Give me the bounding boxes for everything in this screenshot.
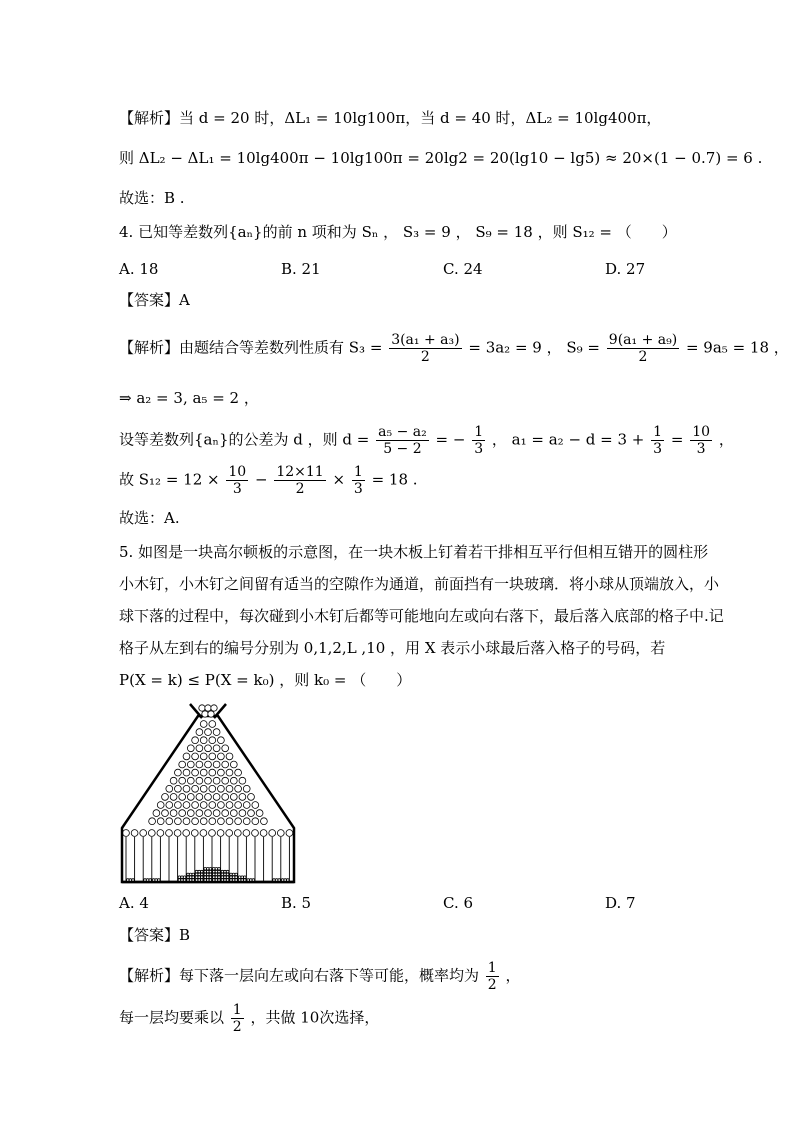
fraction-denominator: 2 xyxy=(232,1019,242,1035)
ball xyxy=(218,876,221,879)
fraction-denominator: 5 − 2 xyxy=(383,441,422,457)
ball xyxy=(209,879,212,882)
text-segment: 故 S₁₂ = 12 × xyxy=(119,470,220,489)
peg xyxy=(175,802,182,809)
ball xyxy=(149,879,152,882)
peg xyxy=(170,794,177,801)
peg xyxy=(131,830,138,837)
fraction xyxy=(376,424,429,457)
q4-analysis-line-2: ⇒ a₂ = 3, a₅ = 2 ， xyxy=(119,389,259,407)
peg xyxy=(226,753,233,760)
ball xyxy=(244,876,247,879)
peg xyxy=(226,830,233,837)
fraction xyxy=(607,332,679,365)
text-segment: × xyxy=(332,470,346,489)
q3-analysis-line-1: 【解析】当 d = 20 时，ΔL₁ = 10lg100π，当 d = 40 时，ΔL₂ = 10lg400π， xyxy=(119,109,662,127)
peg xyxy=(196,794,203,801)
peg xyxy=(140,830,147,837)
fraction-numerator: a₅ − a₂ xyxy=(378,424,427,440)
peg xyxy=(196,810,203,817)
fraction-numerator: 10 xyxy=(228,464,247,480)
text-segment: − xyxy=(255,470,268,489)
peg xyxy=(157,802,164,809)
q4-analysis-line-3 xyxy=(119,424,734,457)
peg xyxy=(205,729,212,736)
peg xyxy=(230,794,237,801)
peg xyxy=(218,769,225,776)
fraction xyxy=(690,424,712,457)
fraction xyxy=(486,960,499,993)
fraction-denominator: 3 xyxy=(474,441,484,457)
fraction xyxy=(274,464,325,497)
peg xyxy=(175,818,182,825)
peg xyxy=(200,830,207,837)
peg xyxy=(209,802,216,809)
peg xyxy=(213,745,220,752)
fraction-numerator: 1 xyxy=(487,960,497,976)
q4-option-d: D. 27 xyxy=(605,260,646,278)
fraction xyxy=(352,464,365,497)
peg xyxy=(226,818,233,825)
peg xyxy=(209,818,216,825)
ball-stacks xyxy=(127,868,290,882)
peg xyxy=(174,830,181,837)
peg xyxy=(222,810,229,817)
peg xyxy=(196,777,203,784)
fraction-numerator: 1 xyxy=(353,464,363,480)
ball xyxy=(202,711,208,717)
peg xyxy=(183,802,190,809)
peg xyxy=(235,802,242,809)
peg xyxy=(230,810,237,817)
peg xyxy=(183,830,190,837)
text-segment: ， a₁ = a₂ − d = 3 + xyxy=(491,430,645,449)
ball xyxy=(226,876,229,879)
peg xyxy=(187,761,194,768)
ball xyxy=(278,879,281,882)
ball xyxy=(235,876,238,879)
ball xyxy=(205,705,211,711)
peg xyxy=(179,810,186,817)
ball xyxy=(244,879,247,882)
peg xyxy=(187,745,194,752)
ball xyxy=(218,873,221,876)
peg xyxy=(200,802,207,809)
peg xyxy=(243,785,250,792)
q5-stem-line-5: P(X = k) ≤ P(X = k₀) ，则 k₀ = （ ） xyxy=(119,671,412,689)
peg xyxy=(222,777,229,784)
peg xyxy=(222,761,229,768)
peg xyxy=(209,785,216,792)
q3-analysis-line-2: 则 ΔL₂ − ΔL₁ = 10lg400π − 10lg100π = 20lg2 = 20(lg10 − lg5) ≈ 20×(1 − 0.7) = 6 . xyxy=(119,149,763,167)
q4-option-c: C. 24 xyxy=(443,260,483,278)
peg xyxy=(170,810,177,817)
ball xyxy=(218,870,221,873)
peg xyxy=(213,729,220,736)
peg xyxy=(252,830,259,837)
fraction-numerator: 10 xyxy=(692,424,711,440)
peg xyxy=(162,794,169,801)
peg xyxy=(179,761,186,768)
peg xyxy=(192,737,199,744)
peg xyxy=(243,818,250,825)
peg xyxy=(179,794,186,801)
q4-option-a: A. 18 xyxy=(119,260,159,278)
peg xyxy=(234,830,241,837)
peg-grid xyxy=(123,721,293,837)
peg xyxy=(261,818,268,825)
peg xyxy=(243,830,250,837)
peg xyxy=(192,818,199,825)
ball xyxy=(209,873,212,876)
peg xyxy=(157,818,164,825)
peg xyxy=(166,818,173,825)
peg xyxy=(226,769,233,776)
peg xyxy=(148,830,155,837)
ball xyxy=(183,879,186,882)
fraction-denominator: 3 xyxy=(696,441,706,457)
q4-analysis-line-4 xyxy=(119,464,418,497)
ball xyxy=(192,879,195,882)
ball xyxy=(252,879,255,882)
peg xyxy=(205,745,212,752)
peg xyxy=(239,810,246,817)
q5-analysis-line-1 xyxy=(119,960,521,993)
q5-answer: 【答案】B xyxy=(119,926,191,944)
q5-option-b: B. 5 xyxy=(281,894,312,912)
peg xyxy=(209,769,216,776)
ball xyxy=(192,876,195,879)
fraction xyxy=(651,424,664,457)
peg xyxy=(222,794,229,801)
peg xyxy=(230,777,237,784)
text-segment: ， xyxy=(718,430,734,449)
ball xyxy=(132,879,135,882)
text-segment: 设等差数列{aₙ}的公差为 d ，则 d = xyxy=(119,430,370,449)
peg xyxy=(213,761,220,768)
ball xyxy=(218,868,221,871)
text-segment: 【解析】由题结合等差数列性质有 S₃ = xyxy=(119,338,383,357)
peg xyxy=(213,794,220,801)
peg xyxy=(123,830,130,837)
fraction-numerator: 1 xyxy=(232,1002,242,1018)
peg xyxy=(252,802,259,809)
peg xyxy=(248,810,255,817)
q3-choice-line: 故选：B . xyxy=(119,189,185,207)
fraction xyxy=(231,1002,244,1035)
fraction-denominator: 3 xyxy=(353,481,363,497)
peg xyxy=(226,785,233,792)
fraction-numerator: 9(a₁ + a₉) xyxy=(608,332,678,348)
q5-stem-line-2: 小木钉，小木钉之间留有适当的空隙作为通道，前面挡有一块玻璃．将小球从顶端放入，小 xyxy=(119,575,720,593)
text-segment: 每一层均要乘以 xyxy=(119,1008,225,1027)
text-segment: = 3a₂ = 9 ， S₉ = xyxy=(468,338,601,357)
galton-board-figure xyxy=(118,700,298,884)
q5-stem-line-4: 格子从左到右的编号分别为 0,1,2,L ,10 ，用 X 表示小球最后落入格子的号码，若 xyxy=(119,639,666,657)
peg xyxy=(239,777,246,784)
peg xyxy=(218,785,225,792)
peg xyxy=(209,753,216,760)
ball xyxy=(183,876,186,879)
ball xyxy=(209,870,212,873)
peg xyxy=(200,785,207,792)
ball xyxy=(208,711,214,717)
peg xyxy=(166,802,173,809)
fraction-denominator: 3 xyxy=(232,481,242,497)
ball xyxy=(201,879,204,882)
text-segment: ，共做 10次选择， xyxy=(250,1008,380,1027)
peg xyxy=(192,785,199,792)
peg xyxy=(200,753,207,760)
peg xyxy=(269,830,276,837)
peg xyxy=(226,802,233,809)
peg xyxy=(170,777,177,784)
fraction-denominator: 3 xyxy=(653,441,663,457)
peg xyxy=(205,761,212,768)
q4-choice-line: 故选：A. xyxy=(119,509,180,527)
ball xyxy=(218,879,221,882)
ball xyxy=(211,705,217,711)
ball xyxy=(201,873,204,876)
peg xyxy=(192,769,199,776)
peg xyxy=(230,761,237,768)
peg xyxy=(192,802,199,809)
q5-option-c: C. 6 xyxy=(443,894,474,912)
fraction-numerator: 12×11 xyxy=(276,464,324,480)
peg xyxy=(157,830,164,837)
fraction-denominator: 2 xyxy=(295,481,305,497)
text-segment: = xyxy=(670,430,684,449)
peg xyxy=(196,745,203,752)
text-segment: = 9a₅ = 18 ， xyxy=(685,338,789,357)
fraction xyxy=(472,424,485,457)
peg xyxy=(187,810,194,817)
peg xyxy=(209,830,216,837)
fraction-numerator: 3(a₁ + a₃) xyxy=(391,332,460,348)
peg xyxy=(277,830,284,837)
q5-stem-line-1: 5. 如图是一块高尔顿板的示意图，在一块木板上钉着若干排相互平行但相互错开的圆柱形 xyxy=(119,543,709,561)
ball xyxy=(192,873,195,876)
peg xyxy=(187,777,194,784)
fraction-denominator: 2 xyxy=(487,977,497,993)
peg xyxy=(166,785,173,792)
peg xyxy=(200,737,207,744)
ball xyxy=(199,705,205,711)
peg xyxy=(183,769,190,776)
ball xyxy=(226,879,229,882)
peg xyxy=(252,818,259,825)
peg xyxy=(209,737,216,744)
q4-option-b: B. 21 xyxy=(281,260,321,278)
ball xyxy=(209,876,212,879)
peg xyxy=(260,830,267,837)
peg xyxy=(192,753,199,760)
peg xyxy=(235,785,242,792)
ball xyxy=(226,870,229,873)
q5-analysis-line-2 xyxy=(119,1002,379,1035)
peg xyxy=(175,769,182,776)
ball xyxy=(287,879,290,882)
peg xyxy=(196,761,203,768)
peg xyxy=(209,721,216,728)
text-segment: = 18 . xyxy=(371,470,418,489)
peg xyxy=(200,818,207,825)
peg xyxy=(183,818,190,825)
q5-stem-line-3: 球下落的过程中，每次碰到小木钉后都等可能地向左或向右落下，最后落入底部的格子中.记 xyxy=(119,607,724,625)
peg xyxy=(213,777,220,784)
q4-stem: 4. 已知等差数列{aₙ}的前 n 项和为 Sₙ ， S₃ = 9 ， S₉ = 18 ，则 S₁₂ = （ ） xyxy=(119,223,677,241)
text-segment: 【解析】每下落一层向左或向右落下等可能，概率均为 xyxy=(119,966,480,985)
peg xyxy=(205,810,212,817)
fraction-denominator: 2 xyxy=(638,349,648,365)
peg xyxy=(149,818,156,825)
peg xyxy=(243,802,250,809)
fraction xyxy=(389,332,461,365)
peg xyxy=(200,769,207,776)
peg xyxy=(179,777,186,784)
peg xyxy=(187,794,194,801)
ball xyxy=(226,873,229,876)
q4-analysis-line-1 xyxy=(119,332,789,365)
q4-answer: 【答案】A xyxy=(119,291,190,309)
peg xyxy=(256,810,263,817)
peg xyxy=(218,818,225,825)
fraction-numerator: 1 xyxy=(653,424,663,440)
peg xyxy=(191,830,198,837)
q5-option-a: A. 4 xyxy=(119,894,149,912)
peg xyxy=(205,794,212,801)
peg xyxy=(217,830,224,837)
peg xyxy=(166,830,173,837)
peg xyxy=(200,721,207,728)
text-segment: = − xyxy=(435,430,466,449)
fraction-numerator: 1 xyxy=(474,424,484,440)
ball xyxy=(235,879,238,882)
peg xyxy=(183,785,190,792)
peg xyxy=(222,745,229,752)
ball xyxy=(235,873,238,876)
peg xyxy=(205,777,212,784)
peg xyxy=(175,785,182,792)
ball xyxy=(209,868,212,871)
ball xyxy=(201,876,204,879)
peg xyxy=(162,810,169,817)
fraction xyxy=(226,464,248,497)
peg xyxy=(218,802,225,809)
peg xyxy=(235,818,242,825)
peg xyxy=(239,794,246,801)
peg xyxy=(235,769,242,776)
peg xyxy=(248,794,255,801)
q5-option-d: D. 7 xyxy=(605,894,636,912)
fraction-denominator: 2 xyxy=(420,349,430,365)
ball xyxy=(201,870,204,873)
peg xyxy=(213,810,220,817)
peg xyxy=(286,830,293,837)
text-segment: ， xyxy=(505,966,521,985)
peg xyxy=(196,729,203,736)
peg xyxy=(218,753,225,760)
peg xyxy=(183,753,190,760)
ball xyxy=(158,879,161,882)
peg xyxy=(153,810,160,817)
peg xyxy=(218,737,225,744)
